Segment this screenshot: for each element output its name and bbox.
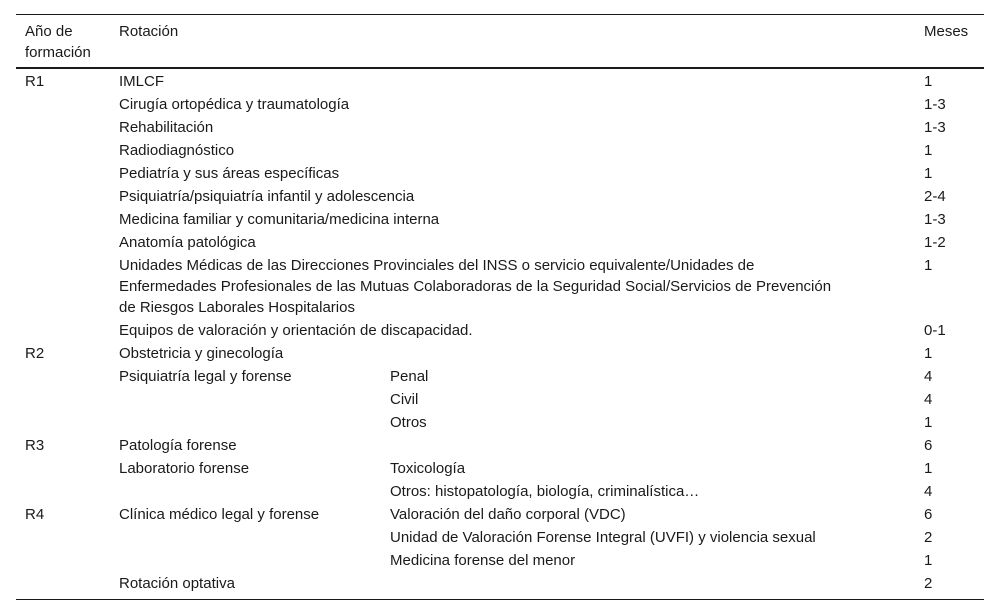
row-months: 1 [924, 73, 933, 90]
row-months: 6 [924, 437, 933, 454]
row-months: 1 [924, 345, 933, 362]
row-rotation-line: Enfermedades Profesionales de las Mutuas Colaboradoras de la Seguridad Social/Servicios de Prevención [119, 278, 832, 295]
row-months: 6 [924, 506, 933, 523]
row-months: 2 [924, 529, 933, 546]
row-months: 4 [924, 368, 933, 385]
row-rotation: Rehabilitación [119, 119, 214, 136]
table-top-rule [16, 14, 984, 15]
row-rotation: Radiodiagnóstico [119, 142, 235, 159]
header-year-line2: formación [25, 44, 91, 61]
header-year-line1: Año de [25, 23, 73, 40]
row-rotation: Equipos de valoración y orientación de discapacidad. [119, 322, 473, 339]
row-rotation: Psiquiatría/psiquiatría infantil y adolescencia [119, 188, 415, 205]
row-subrotation: Civil [390, 391, 419, 408]
row-rotation: Rotación optativa [119, 575, 235, 592]
row-months: 4 [924, 483, 933, 500]
row-rotation: Patología forense [119, 437, 237, 454]
row-rotation: IMLCF [119, 73, 164, 90]
row-year: R1 [25, 73, 45, 90]
row-months: 1 [924, 552, 933, 569]
row-rotation: Pediatría y sus áreas específicas [119, 165, 340, 182]
row-rotation: Laboratorio forense [119, 460, 250, 477]
row-subrotation: Otros: histopatología, biología, criminalística… [390, 483, 700, 500]
row-rotation-line: Unidades Médicas de las Direcciones Provinciales del INSS o servicio equivalente/Unidades de [119, 257, 755, 274]
row-rotation: Anatomía patológica [119, 234, 256, 251]
row-rotation: Obstetricia y ginecología [119, 345, 284, 362]
row-months: 1-2 [924, 234, 946, 251]
row-subrotation: Medicina forense del menor [390, 552, 576, 569]
row-year: R3 [25, 437, 45, 454]
row-subrotation: Valoración del daño corporal (VDC) [390, 506, 626, 523]
row-rotation: Clínica médico legal y forense [119, 506, 320, 523]
row-months: 1-3 [924, 211, 946, 228]
row-subrotation: Unidad de Valoración Forense Integral (UVFI) y violencia sexual [390, 529, 816, 546]
header-rotation: Rotación [119, 23, 179, 40]
row-rotation: Medicina familiar y comunitaria/medicina interna [119, 211, 440, 228]
header-year [25, 21, 91, 63]
row-months: 1 [924, 460, 933, 477]
row-months: 1 [924, 142, 933, 159]
row-months: 1 [924, 414, 933, 431]
row-year: R2 [25, 345, 45, 362]
row-rotation: Psiquiatría legal y forense [119, 368, 292, 385]
table-bottom-rule [16, 599, 984, 600]
row-months: 2-4 [924, 188, 946, 205]
row-months: 1 [924, 257, 933, 274]
row-months: 1-3 [924, 96, 946, 113]
row-subrotation: Penal [390, 368, 429, 385]
row-subrotation: Toxicología [390, 460, 466, 477]
row-months: 4 [924, 391, 933, 408]
row-months: 0-1 [924, 322, 946, 339]
row-subrotation: Otros [390, 414, 427, 431]
row-year: R4 [25, 506, 45, 523]
table-header-rule [16, 67, 984, 69]
row-months: 2 [924, 575, 933, 592]
header-months: Meses [924, 23, 969, 40]
row-months: 1 [924, 165, 933, 182]
row-months: 1-3 [924, 119, 946, 136]
row-rotation: Cirugía ortopédica y traumatología [119, 96, 350, 113]
row-rotation-line: de Riesgos Laborales Hospitalarios [119, 299, 355, 316]
